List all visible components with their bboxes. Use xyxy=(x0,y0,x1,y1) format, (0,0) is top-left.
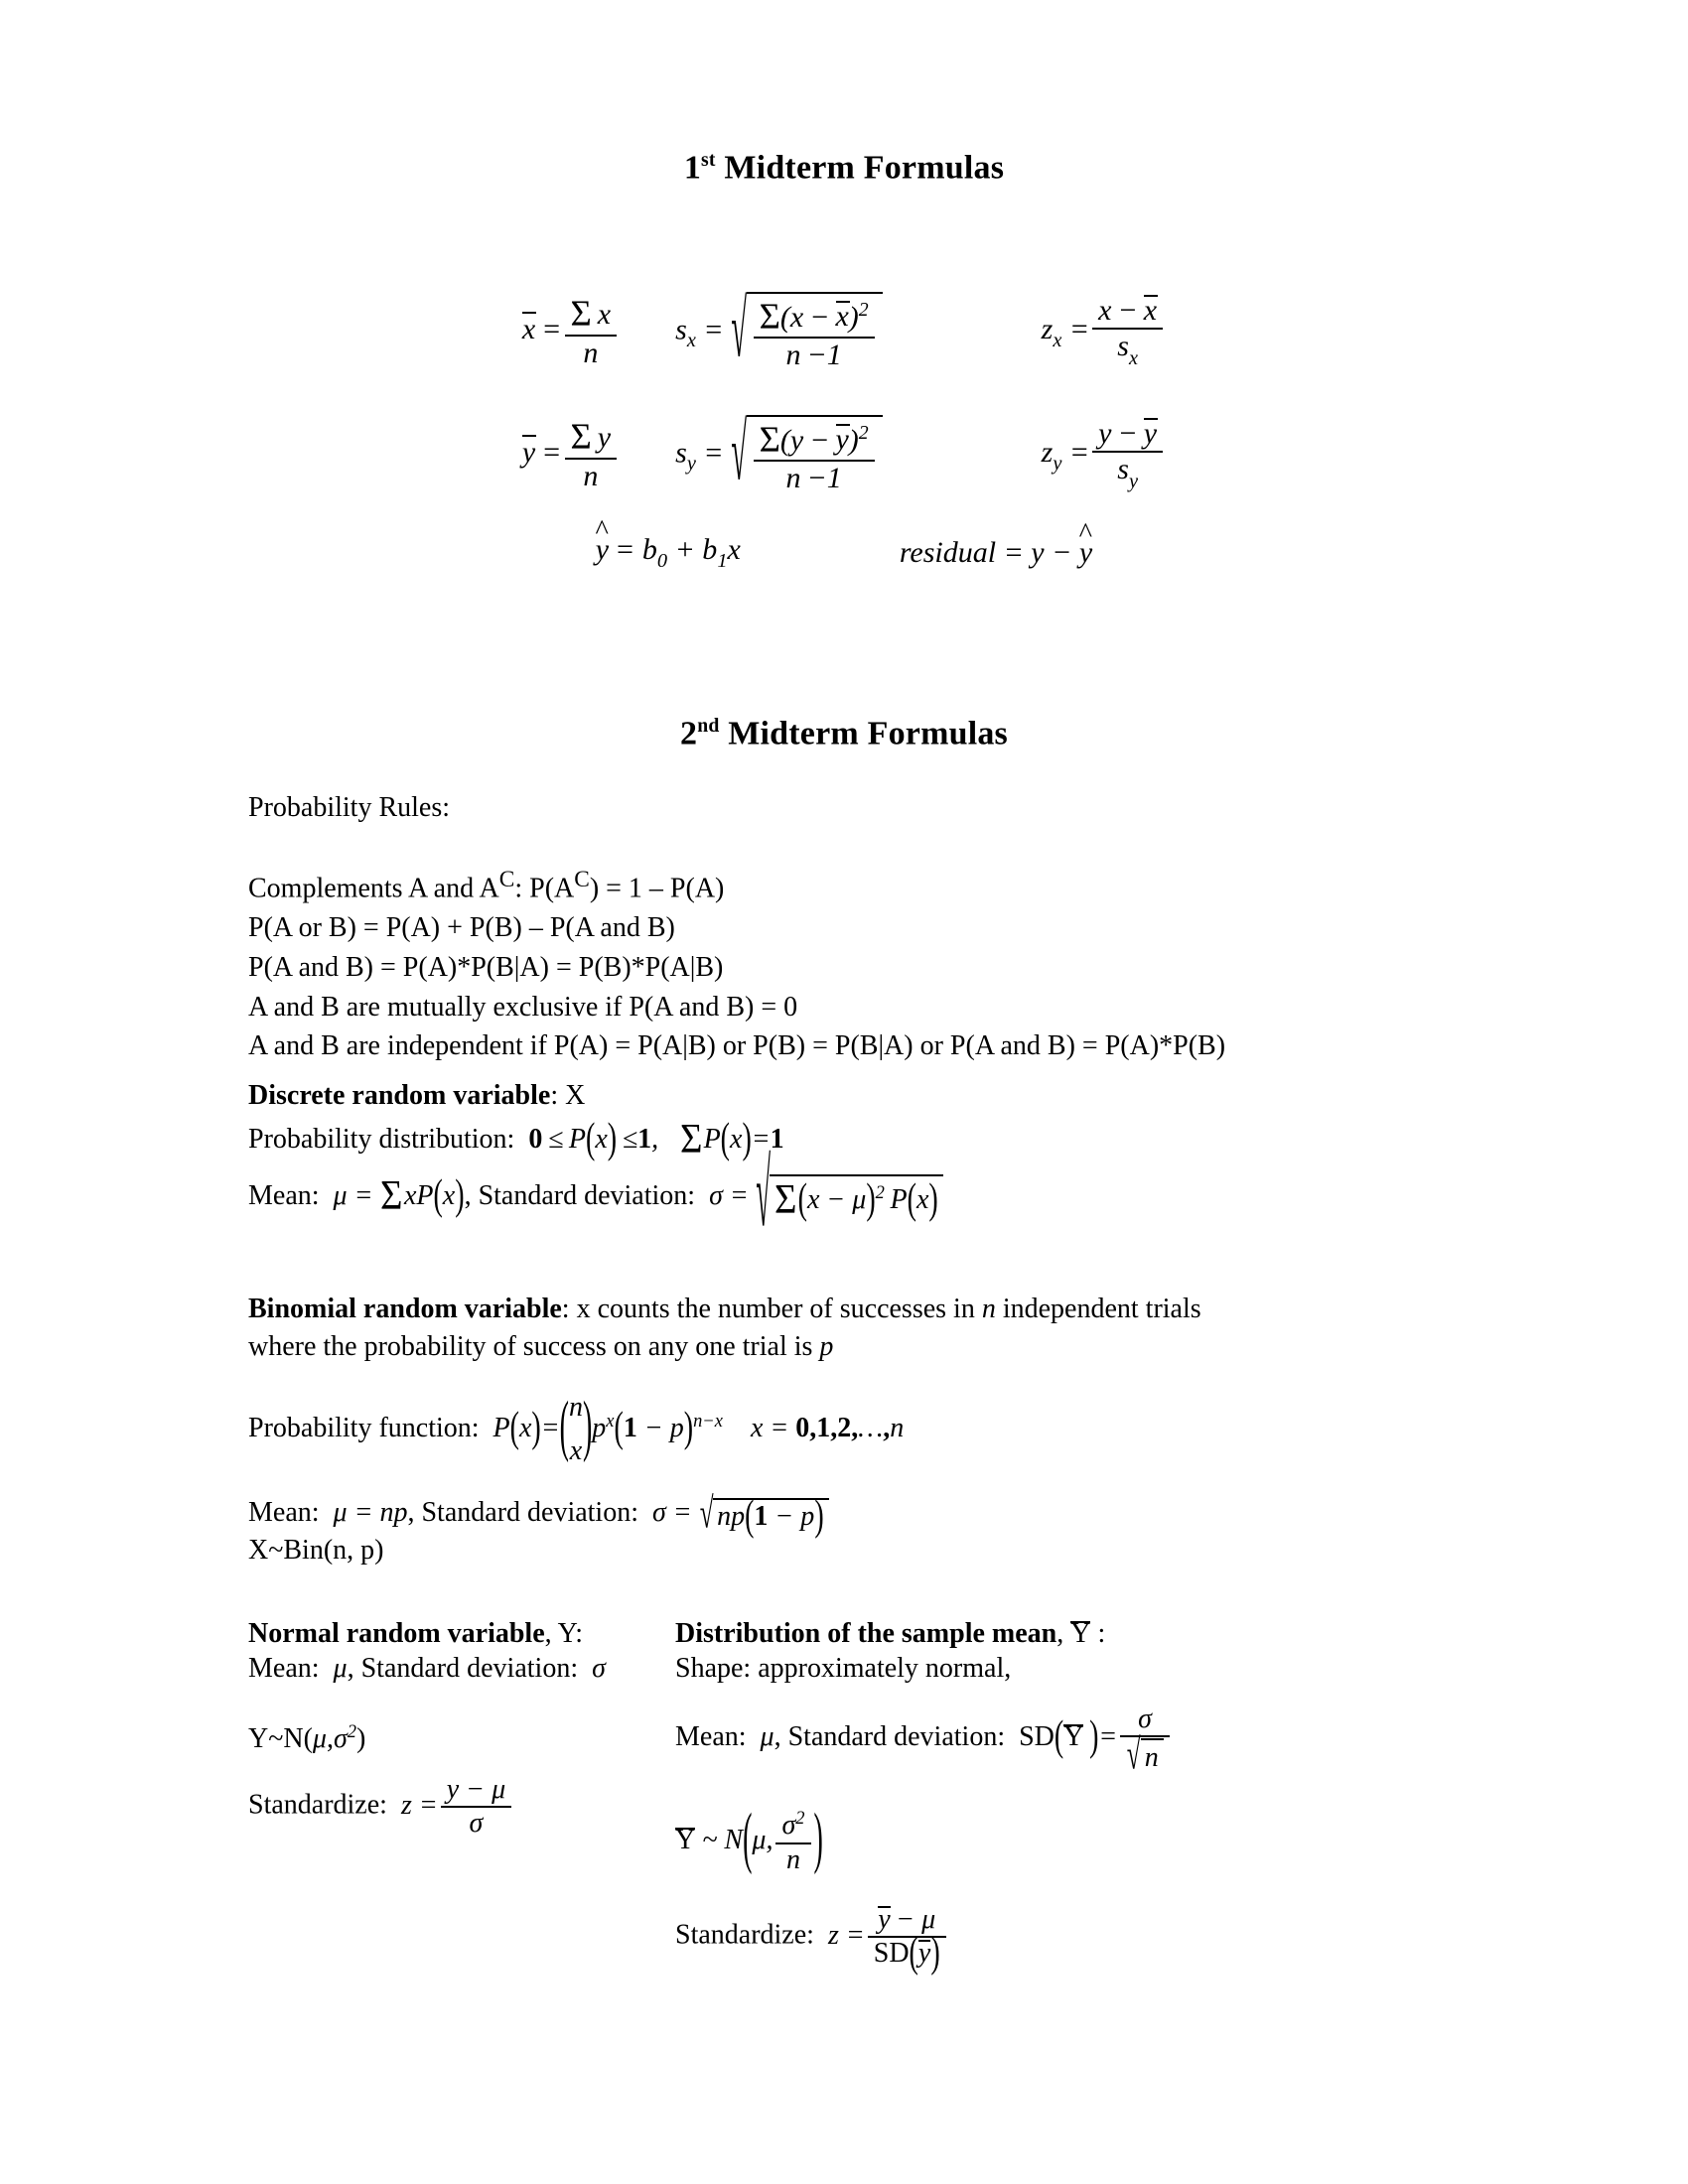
normal-standardize-line xyxy=(248,1775,675,1839)
formula-regression-line: ^ y = b0 + b1x xyxy=(596,533,741,574)
binomial-notation: X~Bin(n, p) xyxy=(248,1535,384,1567)
binomial-sd-formula: σ = √ np(1 − p) xyxy=(645,1497,829,1528)
formula-row-y xyxy=(0,393,1688,516)
sample-mean-lead-label: Distribution of the sample mean xyxy=(675,1618,1057,1649)
sample-mean-heading: Distribution of the sample mean, Y : xyxy=(675,1618,1106,1649)
formula-s-x: sx = √ $\frac{\Sigma(x - x)^2}{n -1}$ xyxy=(675,292,883,372)
binomial-desc-n: n xyxy=(981,1294,996,1324)
binomial-desc-part-b: independent trials xyxy=(995,1294,1201,1324)
binomial-pf-formula: P(x)=( n x )$p^x(1 - p)^{n-x}$ xyxy=(486,1389,723,1467)
formula-y-bar-mean: y = $\frac{\text{Σ y}}{n}$ xyxy=(522,417,620,492)
rule-1-superscript-c: C xyxy=(498,867,515,892)
title1-text: Midterm Formulas xyxy=(724,149,1005,187)
sample-mean-mean-label: Mean: xyxy=(675,1721,747,1753)
binomial-desc-part-a: : x counts the number of successes in xyxy=(561,1294,982,1324)
formula-z-y: zy = $\frac{y - y}{sy}$ xyxy=(1042,417,1166,492)
sample-mean-standardize-label: Standardize: xyxy=(675,1919,814,1951)
probability-rule-complements xyxy=(248,864,1225,908)
section-1-title-wrapper xyxy=(0,149,1688,187)
binomial-mean-sd-line xyxy=(248,1489,1201,1541)
probability-rules-heading: Probability Rules: xyxy=(248,792,450,823)
discrete-sd-label: , Standard deviation: xyxy=(464,1179,696,1211)
rule-1-part-c: ) = 1 – P(A) xyxy=(589,873,725,904)
normal-notation: $Y\sim N(\mu,\sigma^2)$ xyxy=(248,1721,366,1755)
sample-mean-standardize-line xyxy=(675,1904,1440,1978)
binomial-random-variable-block xyxy=(248,1291,1201,1565)
probability-rule-addition: P(A or B) = P(A) + P(B) – P(A and B) xyxy=(248,912,675,944)
discrete-probability-distribution-line xyxy=(248,1115,943,1163)
formula-s-y: sy = √ $\frac{\Sigma(y - y)^2}{n -1}$ xyxy=(675,415,883,495)
probability-rule-independent: A and B are independent if P(A) = P(A|B) or P(B) = P(B|A) or P(A and B) = P(A)*P(B) xyxy=(248,1030,1226,1062)
binomial-pf-domain: x = 0,1,2,…,n xyxy=(729,1412,905,1443)
binomial-probability-function-line xyxy=(248,1386,1201,1475)
sample-mean-mean-symbol: μ xyxy=(753,1721,774,1753)
discrete-lead-label: Discrete random variable xyxy=(248,1080,551,1111)
prob-dist-bounds-formula: 0 ≤ P(x) ≤1, xyxy=(528,1115,659,1163)
normal-variable-name: , Y: xyxy=(544,1618,584,1649)
normal-lead-label: Normal random variable xyxy=(248,1618,545,1649)
normal-sd-label: , Standard deviation: xyxy=(347,1653,579,1684)
discrete-sd-formula: σ = √ $\Sigma(x - \mu)^2$ P(x) xyxy=(702,1180,943,1211)
binomial-lead-label: Binomial random variable xyxy=(248,1294,562,1324)
sample-mean-notation: Y ~ N(μ, $\frac{\sigma^2}{n}$ ) xyxy=(675,1802,823,1877)
discrete-variable-name: : X xyxy=(550,1080,586,1111)
formula-row-x xyxy=(0,270,1688,393)
discrete-mean-sd-line xyxy=(248,1144,943,1249)
sample-mean-sd-formula: SD(Y )= $\frac{\sigma}{√ n}$ xyxy=(1012,1721,1173,1752)
binomial-desc-line2: where the probability of success on any one trial is xyxy=(248,1330,820,1362)
normal-mean-symbol: μ xyxy=(326,1653,348,1684)
normal-standardize-label: Standardize: xyxy=(248,1789,387,1821)
rule-1-part-a: Complements A and A xyxy=(248,873,499,904)
normal-mean-sd-line xyxy=(248,1655,675,1683)
binomial-description xyxy=(248,1291,1201,1366)
two-column-distributions xyxy=(248,1618,1440,1978)
formula-z-x: zx = $\frac{x - x}{sx}$ xyxy=(1042,294,1166,369)
normal-mean-label: Mean: xyxy=(248,1653,320,1684)
binomial-pf-label: Probability function: xyxy=(248,1412,480,1443)
title1-ordinal-number: 1 xyxy=(683,149,702,187)
binomial-desc-p: p xyxy=(819,1330,834,1362)
sample-mean-shape: Shape: approximately normal, xyxy=(675,1653,1012,1684)
binomial-sd-label: , Standard deviation: xyxy=(407,1497,638,1529)
rule-1-superscript-c2: C xyxy=(574,867,590,892)
discrete-mean-label: Mean: xyxy=(248,1179,320,1211)
title2-text: Midterm Formulas xyxy=(728,715,1008,752)
section-2-title-wrapper xyxy=(0,715,1688,752)
sample-mean-standardize-formula: z = $\frac{y - \mu}{SD(y)}$ xyxy=(821,1920,949,1951)
binomial-mean-label: Mean: xyxy=(248,1497,320,1529)
formula-row-regression xyxy=(0,516,1688,590)
sample-mean-sd-label: , Standard deviation: xyxy=(774,1721,1006,1753)
normal-random-variable-block xyxy=(248,1620,675,1970)
normal-sd-symbol: σ xyxy=(585,1653,606,1684)
sample-mean-distribution-block xyxy=(675,1618,1440,1978)
page-title-1 xyxy=(0,149,1688,187)
prob-dist-sum-formula: ΣP(x)=1 xyxy=(680,1115,784,1163)
discrete-mean-formula: μ = ΣxP(x) xyxy=(326,1171,465,1220)
page-title-2 xyxy=(0,715,1688,752)
normal-standardize-formula: z = $\frac{y - \mu}{\sigma}$ xyxy=(394,1790,514,1821)
probability-rule-mutually-exclusive: A and B are mutually exclusive if P(A and B) = 0 xyxy=(248,991,798,1023)
title2-ordinal-suffix: nd xyxy=(697,715,720,737)
binomial-mean-formula: μ = np xyxy=(326,1497,408,1529)
probability-rule-multiplication: P(A and B) = P(A)*P(B|A) = P(B)*P(A|B) xyxy=(248,951,724,983)
title2-ordinal-number: 2 xyxy=(680,715,698,752)
formula-x-bar-mean: x = $\frac{\text{Σ x}}{n}$ xyxy=(522,294,620,369)
normal-heading xyxy=(248,1620,675,1648)
formula-residual: residual = y − ^ y xyxy=(900,536,1092,570)
sample-mean-mean-sd-line xyxy=(675,1704,1440,1779)
prob-dist-label: Probability distribution: xyxy=(248,1123,515,1155)
section-1-formula-block xyxy=(0,270,1688,590)
discrete-heading xyxy=(248,1082,943,1110)
rule-1-part-b: : P(A xyxy=(514,873,575,904)
probability-rules-list xyxy=(248,864,1225,1066)
title1-ordinal-suffix: st xyxy=(701,149,716,171)
discrete-random-variable-block xyxy=(248,1080,943,1249)
